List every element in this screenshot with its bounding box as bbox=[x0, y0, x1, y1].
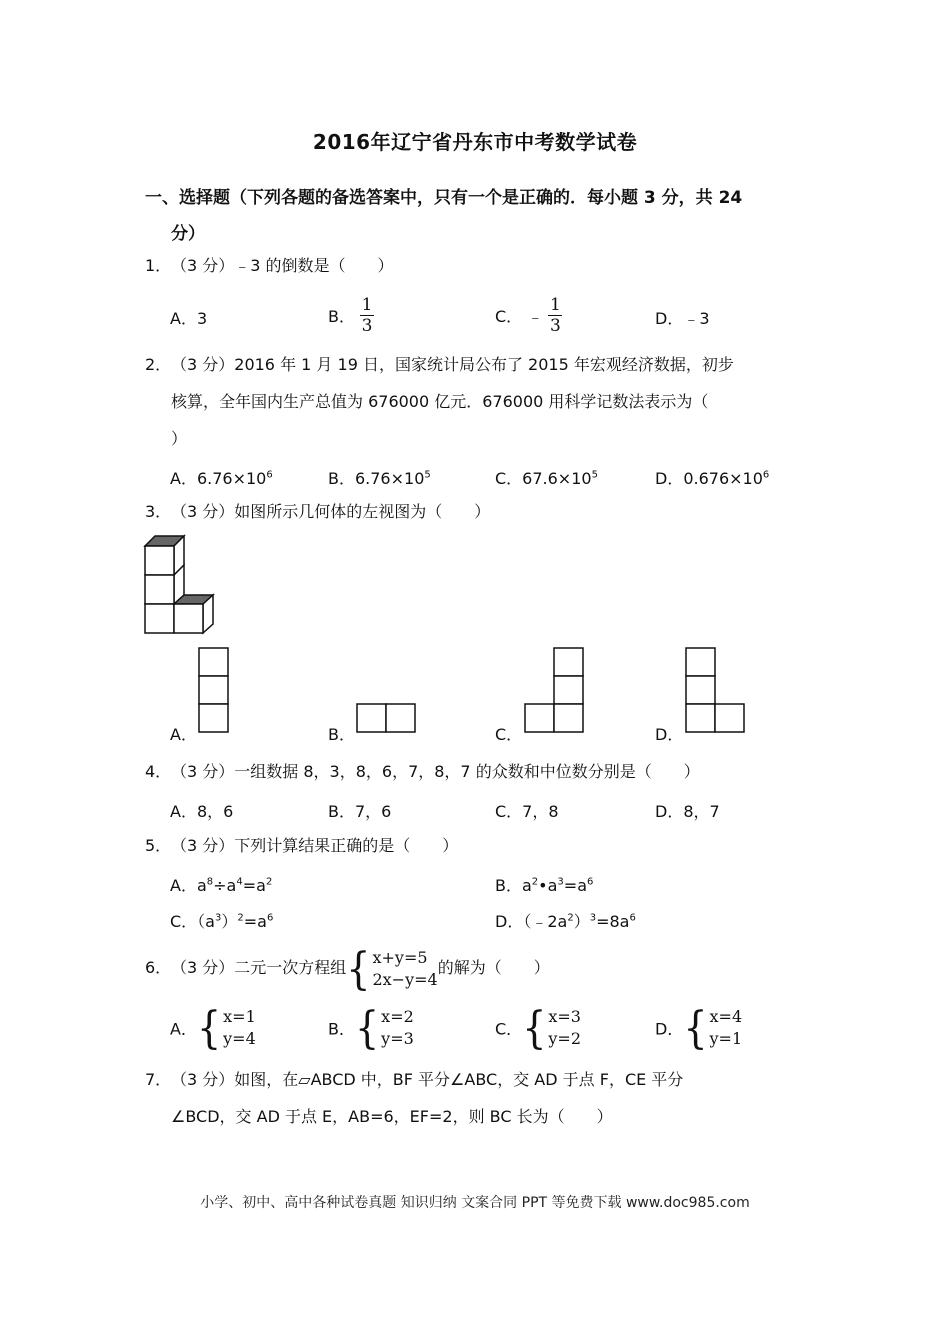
option-label: A． bbox=[170, 1019, 197, 1039]
question-6 bbox=[145, 944, 815, 992]
question-line2: ∠BCD，交 AD 于点 E，AB=6，EF=2，则 BC 长为（ ） bbox=[171, 1107, 613, 1126]
q3-option-b-figure bbox=[356, 703, 418, 735]
question-stem-post: 的解为（ ） bbox=[437, 958, 550, 977]
question-number: 2． bbox=[145, 355, 172, 374]
q4-option-c: C．7，8 bbox=[495, 802, 559, 821]
question-stem: （3 分）一组数据 8，3，8，6，7，8，7 的众数和中位数分别是（ ） bbox=[171, 762, 700, 781]
exponent: 6 bbox=[266, 469, 273, 481]
fraction bbox=[360, 296, 374, 335]
option-text: A．6.76×10 bbox=[170, 469, 267, 488]
question-number: 7． bbox=[145, 1070, 172, 1089]
q6-option-b: B． { x=2 y=3 bbox=[328, 1002, 414, 1054]
question-line3: ） bbox=[171, 429, 188, 448]
q2-option-a bbox=[170, 466, 273, 489]
option-text: C．67.6×10 bbox=[495, 469, 592, 488]
exponent: 5 bbox=[424, 469, 431, 481]
q5-option-b: B．$a^2•a^3=a^6$ bbox=[495, 876, 594, 895]
q2-option-d bbox=[655, 466, 769, 489]
numerator: 1 bbox=[361, 295, 373, 315]
q4-option-d: D．8，7 bbox=[655, 802, 720, 821]
section-heading-line1: 一、选择题（下列各题的备选答案中，只有一个是正确的．每小题 3 分，共 24 bbox=[145, 188, 743, 208]
q1-option-c bbox=[495, 296, 562, 335]
question-number: 5． bbox=[145, 836, 172, 855]
question-1 bbox=[145, 247, 815, 284]
q6-option-a: A． { x=1 y=4 bbox=[170, 1002, 256, 1054]
option-label: B． bbox=[328, 307, 355, 326]
q3-option-a-figure bbox=[198, 647, 230, 735]
q3-option-c-label: C． bbox=[495, 725, 523, 744]
option-text: D．0.676×10 bbox=[655, 469, 763, 488]
q1-option-b bbox=[328, 296, 374, 335]
q6-option-c: C． { x=3 y=2 bbox=[495, 1002, 581, 1054]
equation-system: { x+y=5 2x−y=4 bbox=[346, 943, 438, 994]
q5-option-c: C．$(a^3)^2=a^6$ bbox=[170, 912, 274, 931]
exponent: 5 bbox=[591, 469, 598, 481]
q6-option-d: D． { x=4 y=1 bbox=[655, 1002, 743, 1054]
question-line2: 核算，全年国内生产总值为 676000 亿元．676000 用科学记数法表示为（ bbox=[171, 392, 709, 411]
section-heading bbox=[145, 180, 825, 252]
equation-2: 2x−y=4 bbox=[372, 969, 438, 989]
question-line1: （3 分）2016 年 1 月 19 日，国家统计局公布了 2015 年宏观经济数据，初步 bbox=[171, 355, 734, 374]
question-5 bbox=[145, 827, 815, 864]
q3-option-d-label: D． bbox=[655, 725, 684, 744]
fraction bbox=[548, 296, 562, 335]
question-line1: （3 分）如图，在▱ABCD 中，BF 平分∠ABC，交 AD 于点 F，CE 平分 bbox=[171, 1070, 684, 1089]
q1-option-a: A．3 bbox=[170, 309, 208, 328]
numerator: 1 bbox=[549, 295, 561, 315]
question-number: 4． bbox=[145, 762, 172, 781]
q5-option-d: D．$(﹣2a^2)^3=8a^6$ bbox=[495, 912, 636, 931]
question-stem-pre: （3 分）二元一次方程组 bbox=[171, 958, 347, 977]
solid-figure-diagram bbox=[140, 533, 220, 637]
q4-option-b: B．7，6 bbox=[328, 802, 392, 821]
q4-option-a: A．8，6 bbox=[170, 802, 234, 821]
option-label: C． bbox=[495, 307, 523, 326]
q3-option-c-figure bbox=[524, 647, 586, 735]
q3-option-d-figure bbox=[685, 647, 747, 735]
exponent: 6 bbox=[762, 469, 770, 481]
question-number: 1． bbox=[145, 256, 172, 275]
q5-option-a: A．$a^8\div a^4=a^2$ bbox=[170, 876, 273, 895]
question-2 bbox=[145, 346, 815, 457]
denominator: 3 bbox=[361, 316, 373, 336]
q3-option-b-label: B． bbox=[328, 725, 355, 744]
question-3 bbox=[145, 493, 815, 530]
page-footer: 小学、初中、高中各种试卷真题 知识归纳 文案合同 PPT 等免费下载 www.doc985.com bbox=[200, 1195, 750, 1211]
option-label: C． bbox=[495, 1019, 523, 1039]
question-stem: （3 分）如图所示几何体的左视图为（ ） bbox=[171, 502, 491, 521]
question-7 bbox=[145, 1061, 815, 1135]
question-number: 6． bbox=[145, 958, 172, 977]
minus-sign: ﹣ bbox=[527, 307, 544, 326]
q2-option-b bbox=[328, 466, 431, 489]
question-4 bbox=[145, 753, 815, 790]
option-label: B． bbox=[328, 1019, 355, 1039]
option-text: B．6.76×10 bbox=[328, 469, 425, 488]
q3-option-a-label: A． bbox=[170, 725, 197, 744]
question-stem: （3 分）﹣3 的倒数是（ ） bbox=[171, 256, 394, 275]
section-heading-line2: 分） bbox=[171, 224, 205, 244]
option-label: D． bbox=[655, 1019, 684, 1039]
page-title: 2016年辽宁省丹东市中考数学试卷 bbox=[312, 130, 638, 154]
q2-option-c bbox=[495, 466, 598, 489]
question-number: 3． bbox=[145, 502, 172, 521]
question-stem: （3 分）下列计算结果正确的是（ ） bbox=[171, 836, 459, 855]
denominator: 3 bbox=[549, 316, 561, 336]
q1-option-d: D．﹣3 bbox=[655, 309, 710, 328]
equation-1: x+y=5 bbox=[372, 947, 428, 967]
